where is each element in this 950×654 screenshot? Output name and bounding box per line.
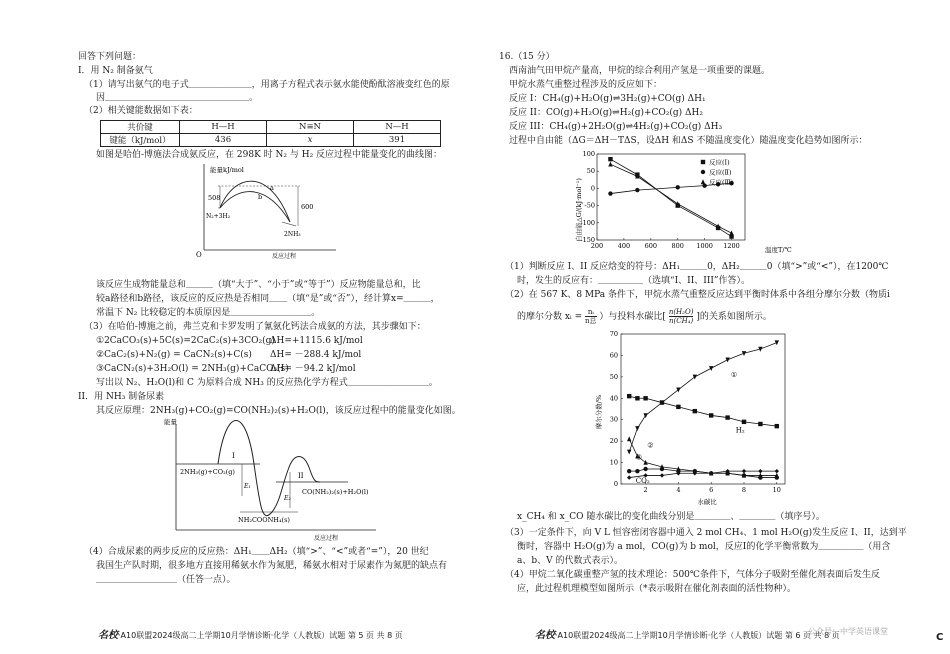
legend-marker	[701, 179, 705, 184]
chart2-ylabel: 摩尔分数/%	[595, 394, 603, 430]
x-tick-label: 1000	[696, 242, 713, 250]
table-cell: 391	[354, 134, 441, 147]
data-point	[729, 230, 733, 235]
corner-mark: C	[936, 632, 944, 643]
data-point	[660, 400, 664, 404]
fig2-xlabel: 反应过程	[314, 535, 339, 542]
r-intro1: 西南油气田甲烷产量高，甲烷的综合利用产氢是一项重要的课题。	[509, 66, 771, 76]
q3-ask: 写出以 N₂、H₂O(l)和 C 为原料合成 NH₃ 的反应热化学方程式＿＿＿＿＿＿＿＿＿。	[96, 378, 438, 388]
haber-energy-diagram	[190, 162, 340, 262]
data-point	[660, 473, 664, 477]
chart2-xlabel: 水碳比	[697, 498, 717, 506]
e2-label: E₂	[284, 495, 291, 502]
y-tick-label: 60	[609, 351, 618, 360]
question-16-header: 16.（15 分）	[499, 52, 555, 62]
table-cell: x	[267, 134, 354, 147]
label-a: a	[270, 184, 274, 192]
y-tick-label: 20	[609, 437, 618, 446]
label-508: 508	[208, 194, 221, 202]
legend-marker	[701, 160, 705, 164]
y-tick-label: -150	[580, 236, 595, 244]
right-page	[475, 0, 950, 654]
data-point	[676, 185, 680, 189]
footer-text: ·A10联盟2024级高二上学期10月学情诊断·化学（人教版）试题 第 6 页 共 8 页	[555, 631, 840, 640]
data-point	[627, 469, 631, 473]
data-point	[643, 460, 647, 465]
x-tick-label: 2	[643, 486, 648, 494]
chart1-ylabel: 自由能△G/(kJ·mol⁻¹)	[575, 178, 583, 242]
label-b: b	[258, 193, 263, 201]
data-point	[660, 467, 664, 471]
legend-entry: 反应(Ⅰ)	[709, 158, 730, 167]
x-tick-label: 4	[676, 486, 681, 494]
data-point	[775, 424, 779, 428]
stage-2-label: II	[298, 472, 304, 480]
part1-title: I．用 N₂ 制备氨气	[78, 66, 153, 76]
chart1-frame	[597, 154, 745, 240]
mid-label: NH₂COONH₄(s)	[238, 516, 290, 524]
table-row	[101, 121, 441, 134]
ratio-text: ）与投料水碳比[	[599, 312, 666, 322]
r-intro2: 甲烷水蒸气重整过程涉及的反应如下：	[509, 80, 663, 90]
left-footer	[98, 626, 403, 641]
table-cell: 436	[180, 134, 267, 147]
table-row	[101, 134, 441, 147]
fraction-numerator: n(H₂O)	[668, 308, 694, 316]
data-point	[742, 420, 746, 424]
path-b-curve	[220, 192, 290, 222]
data-point	[635, 469, 639, 473]
r-q2-line1: （2）在 567 K、8 MPa 条件下，甲烷水蒸气重整反应达到平衡时体系中各组分摩尔分数（物质i	[505, 290, 890, 300]
product-level	[282, 222, 296, 226]
equation-3-dh: ΔH= －94.2 kJ/mol	[270, 364, 356, 374]
equation-2: ②CaC₂(s)+N₂(g) = CaCN₂(s)+C(s)	[96, 350, 252, 360]
reaction-2: 反应 II：CO(g)+H₂O(g)⇌H₂(g)+CO₂(g) ΔH₂	[509, 108, 703, 118]
data-point	[643, 467, 647, 471]
table-cell: 键能（kJ/mol）	[101, 134, 180, 147]
data-point	[775, 469, 779, 473]
y-tick-label: 0	[590, 184, 595, 193]
bond-energy-table	[100, 120, 441, 147]
legend-entry: 反应(Ⅱ)	[709, 168, 732, 177]
legend-entry: 反应(Ⅲ)	[709, 178, 734, 187]
equation-1: ①2CaCO₃(s)+5C(s)=2CaC₂(s)+3CO₂(g)	[96, 336, 275, 346]
series-label: ②	[647, 441, 654, 450]
y-tick-label: 50	[586, 167, 595, 176]
fig2-ylabel: 能量	[164, 418, 177, 426]
x-tick-label: 10	[772, 486, 781, 494]
x-tick-label: 600	[644, 242, 658, 250]
end-label: CO(NH₂)₂(s)+H₂O(l)	[302, 488, 369, 496]
data-point	[758, 469, 762, 473]
relation-text: ]的关系如图所示。	[696, 312, 772, 322]
start-label: 2NH₃(g)+CO₂(g)	[180, 468, 235, 476]
series-line	[629, 343, 777, 452]
legend-marker	[701, 170, 705, 174]
data-point	[635, 396, 639, 400]
table-header: H—H	[180, 121, 267, 134]
data-point	[742, 469, 746, 473]
y-tick-label: 10	[609, 458, 618, 467]
r-q4-line1: （4）甲烷二氧化碳重整产氢的技术理论：500℃条件下，气体分子吸附至催化剂表面后发生反	[505, 570, 880, 580]
e1-label: E₁	[244, 483, 251, 490]
data-point	[643, 396, 647, 400]
data-point	[635, 188, 639, 192]
r-q3-line3: a、b、V 的代数式表示）。	[517, 556, 623, 566]
free-energy-chart	[575, 148, 835, 258]
x-tick-label: 1200	[723, 242, 740, 250]
data-point	[693, 409, 697, 413]
fraction-denominator: n(CH₄)	[669, 317, 694, 325]
reaction-3: 反应 III：CH₄(g)+2H₂O(g)⇌4H₂(g)+CO₂(g) ΔH₃	[509, 122, 723, 132]
y-tick-label: 40	[609, 394, 618, 403]
intro-text: 回答下列问题：	[78, 52, 142, 62]
urea-energy-diagram	[164, 416, 390, 544]
x-tick-label: 8	[741, 486, 747, 494]
q4-line3: ＿＿＿＿＿＿＿＿＿（任答一点）。	[96, 575, 236, 585]
y-tick-label: 100	[582, 150, 595, 158]
r-q4-line2: 应，此过程机理模型如图所示（*表示吸附在催化剂表面的活性物种）。	[517, 584, 797, 594]
data-point	[608, 162, 612, 167]
fraction-h2o-ch4	[669, 308, 694, 325]
data-point	[693, 375, 697, 380]
footer-text: ·A10联盟2024级高二上学期10月学情诊断·化学（人教版）试题 第 5 页 共 8 页	[118, 631, 403, 640]
brand-logo: 名校	[98, 630, 118, 641]
r-q3-line2: 衡时，容器中 H₂O(g)为 a mol，CO(g)为 b mol，反应I的化学平衡常数为＿＿＿＿＿（用含	[517, 542, 891, 552]
equation-1-dh: ΔH=+1115.6 kJ/mol	[270, 336, 363, 346]
y-tick-label: 70	[609, 330, 618, 338]
q2-intro: 如图是哈伯-博施法合成氨反应，在 298K 时 N₂ 与 H₂ 反应过程中能量变化的曲线图：	[96, 150, 443, 160]
r-q1-line1: （1）判断反应 I、II 反应焓变的符号：ΔH₁＿＿＿0，ΔH₂＿＿＿0（填“>”或“<”），在1200℃	[505, 262, 889, 272]
x-tick-label: 200	[590, 242, 604, 250]
y-tick-label: 50	[609, 372, 618, 381]
r-q2-line2	[517, 308, 772, 325]
path-a-curve	[220, 181, 290, 222]
part2-title: II．用 NH₃ 制备尿素	[78, 392, 165, 402]
watermark: 公众号：中学英语课堂	[808, 627, 888, 636]
data-point	[627, 475, 631, 479]
fraction-denominator: n总	[585, 317, 597, 325]
mole-fraction-chart	[595, 326, 795, 508]
data-point	[709, 366, 713, 371]
y-tick-label: -50	[584, 201, 595, 210]
data-point	[608, 191, 612, 195]
data-point	[676, 405, 680, 409]
r-q1-line2: 时，发生的反应有：＿＿＿＿＿（选填“I、II、III”作答）。	[517, 276, 751, 286]
series-label: H₂	[735, 426, 745, 435]
r-q2-after: x_CH₄ 和 x_CO 随水碳比的变化曲线分别是＿＿＿＿、＿＿＿＿（填序号）。	[517, 512, 825, 522]
q2-line2: 较a路径和b路径，该反应的反应热是否相同＿＿（填“是”或“否”），经计算x=＿＿＿，	[96, 294, 440, 304]
x-tick-label: 400	[617, 242, 631, 250]
series-label: ③	[635, 453, 643, 462]
data-point	[676, 388, 680, 393]
q2-line3: 常温下 N₂ 比较稳定的本质原因是＿＿＿＿＿＿＿＿＿。	[96, 308, 321, 318]
table-header: 共价键	[101, 121, 180, 134]
data-point	[758, 475, 762, 479]
data-point	[635, 426, 639, 431]
r-q3-line1: （3）一定条件下，向 V L 恒容密闭容器中通入 2 mol CH₄、1 mol H₂O(g)发生反应 I、II，达到平	[505, 528, 907, 538]
equation-3: ③CaCN₂(s)+3H₂O(l) = 2NH₃(g)+CaCO₃(s)	[96, 364, 289, 374]
fraction-numerator: nᵢ	[585, 308, 597, 317]
data-point	[627, 436, 631, 441]
y-tick-label: 0	[613, 480, 618, 488]
mole-fraction-text: 的摩尔分数 xᵢ =	[517, 312, 583, 322]
data-point	[725, 358, 729, 363]
fig1-ylabel: 能量kJ/mol	[210, 166, 244, 174]
x-tick-label: 800	[671, 242, 684, 250]
y-tick-label: 30	[609, 415, 618, 424]
question-1: （1）请写出氨气的电子式＿＿＿＿＿＿＿，用离子方程式表示氨水能使酚酞溶液变红色的原	[84, 80, 450, 90]
right-footer	[535, 626, 840, 641]
equation-2-dh: ΔH= －288.4 kJ/mol	[270, 350, 362, 360]
stage-1-label: I	[232, 452, 235, 460]
data-point	[608, 157, 612, 161]
data-point	[742, 473, 746, 477]
fig1-xlabel: 反应过程	[272, 253, 297, 260]
fig1-origin: O	[196, 251, 202, 259]
r-intro3: 过程中自由能（ΔG＝ΔH－TΔS，设ΔH 和ΔS 不随温度变化）随温度变化趋势如图所示：	[509, 136, 868, 146]
fraction-ni-ntotal	[585, 308, 597, 325]
table-header: N—H	[354, 121, 441, 134]
question-1-cont: 因＿＿＿＿＿＿＿＿＿＿＿＿＿＿＿＿。	[96, 93, 259, 103]
x-tick-label: 6	[709, 486, 714, 494]
brand-logo: 名校	[535, 630, 555, 641]
q4-line1: （4）合成尿素的两步反应的反应热：ΔH₁＿＿ΔH₂（填“>”、“<”或者“=”），20 世纪	[84, 547, 429, 557]
data-point	[775, 475, 779, 479]
y-tick-label: -100	[580, 218, 595, 227]
data-point	[627, 450, 631, 455]
q4-line2: 我国生产队时期，很多地方直接用稀氨水作为氮肥，稀氨水相对于尿素作为氮肥的缺点有	[96, 561, 448, 571]
data-point	[627, 394, 631, 398]
reaction-1: 反应 I：CH₄(g)+H₂O(g)⇌3H₂(g)+CO(g) ΔH₁	[509, 94, 706, 104]
q2-line1: 该反应生成物能量总和＿＿＿（填“大于”、“小于”或“等于”）反应物能量总和，比	[96, 280, 421, 290]
question-3: （3）在哈伯-博施之前，弗兰克和卡罗发明了氰氨化钙法合成氨的方法，其步骤如下：	[84, 322, 426, 332]
urea-principle: 其反应原理：2NH₃(g)+CO₂(g)=CO(NH₂)₂(s)+H₂O(l)，该反应过程中的能量变化如图。	[96, 406, 461, 416]
data-point	[758, 422, 762, 426]
label-600: 600	[301, 203, 314, 211]
question-2: （2）相关键能数据如下表：	[84, 106, 198, 116]
data-point	[725, 415, 729, 419]
series-label: ①	[730, 370, 738, 379]
data-point	[709, 413, 713, 417]
table-header: N≡N	[267, 121, 354, 134]
label-product: 2NH₃	[284, 231, 301, 238]
series-label: CO₂	[635, 476, 650, 485]
chart1-xlabel: 温度T/℃	[765, 246, 792, 254]
label-reactants: N₂+3H₂	[206, 213, 231, 220]
